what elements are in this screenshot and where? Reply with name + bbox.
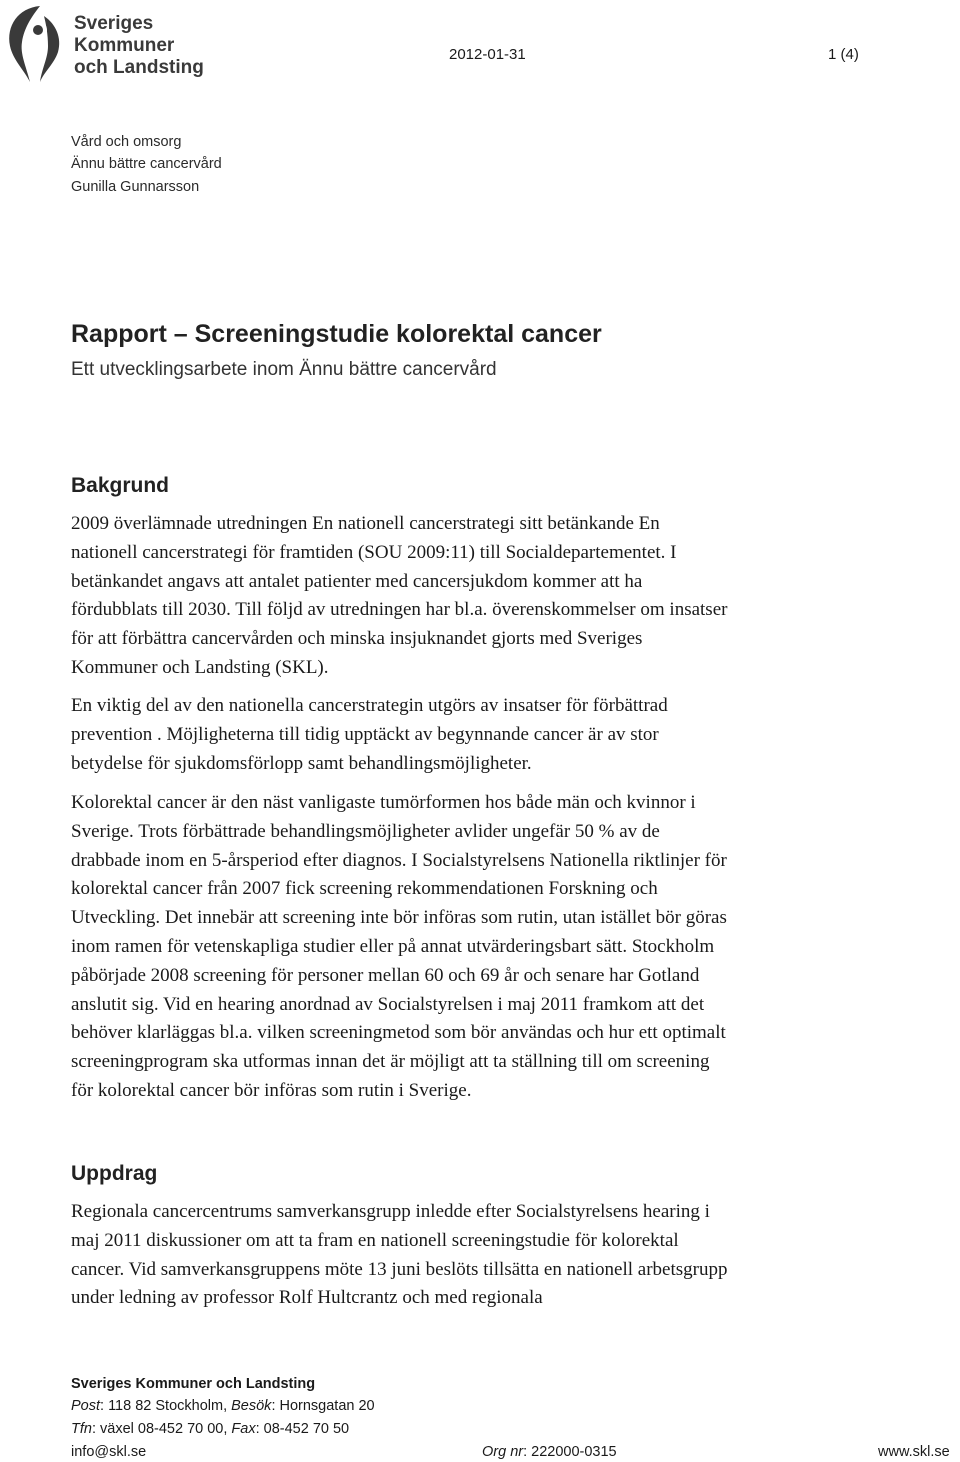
footer-address	[71, 1398, 375, 1414]
section-heading-bakgrund: Bakgrund	[71, 474, 170, 497]
footer-post-label: Post	[71, 1398, 101, 1414]
text-line: prevention . Möjligheterna till tidig upptäckt av begynnande cancer är av stor	[71, 723, 659, 745]
meta-department: Vård och omsorg	[71, 134, 182, 150]
text-line: för att förbättra cancervården och minska insjuknandet gjorts med Sveriges	[71, 628, 643, 650]
text-line: Sverige. Trots förbättrade behandlingsmöjligheter avlider ungefär 50 % av de	[71, 820, 660, 842]
document-title: Rapport – Screeningstudie kolorektal cancer	[71, 320, 602, 348]
footer-web[interactable]: www.skl.se	[878, 1444, 950, 1460]
meta-project: Ännu bättre cancervård	[71, 156, 222, 172]
text-line: En viktig del av den nationella cancerstrategin utgörs av insatser för förbättrad	[71, 695, 668, 716]
footer-tel-value: : växel 08-452 70 00,	[91, 1421, 232, 1437]
text-line: betydelse för sjukdomsförlopp samt behandlingsmöjligheter.	[71, 752, 532, 774]
text-line: anslutit sig. Vid en hearing anordnad av Socialstyrelsen i maj 2011 framkom att det	[71, 993, 705, 1015]
footer-fax-value: : 08-452 70 50	[255, 1421, 350, 1437]
text-line: Regionala cancercentrums samverkansgrupp inledde efter Socialstyrelsens hearing i	[71, 1201, 710, 1222]
footer-visit-label: Besök	[231, 1398, 272, 1414]
text-line: maj 2011 diskussioner om att ta fram en nationell screeningstudie för kolorektal	[71, 1229, 679, 1251]
document-subtitle: Ett utvecklingsarbete inom Ännu bättre cancervård	[71, 359, 497, 380]
text-line: cancer. Vid samverkansgruppens möte 13 juni beslöts tillsätta en nationell arbetsgrupp	[71, 1258, 728, 1280]
text-line: under ledning av professor Rolf Hultcrantz och med regionala	[71, 1287, 543, 1309]
footer-phone	[71, 1421, 349, 1437]
text-line: påbörjade 2008 screening för personer mellan 60 och 69 år och senare har Gotland	[71, 964, 700, 986]
footer-post-value: : 118 82 Stockholm,	[100, 1398, 232, 1414]
footer-org: Sveriges Kommuner och Landsting	[71, 1376, 316, 1392]
text-line: nationell cancerstrategi för framtiden (SOU 2009:11) till Socialdepartementet. I	[71, 541, 677, 563]
meta-author: Gunilla Gunnarsson	[71, 179, 200, 195]
page-number: 1 (4)	[828, 46, 859, 63]
footer-visit-value: : Hornsgatan 20	[271, 1398, 375, 1414]
logo-line-3: och Landsting	[74, 57, 204, 78]
document-date: 2012-01-31	[449, 46, 526, 63]
text-line: kolorektal cancer från 2007 fick screening rekommendationen Forskning och	[71, 878, 658, 900]
skl-logo	[0, 0, 215, 86]
footer-orgnr-value: : 222000-0315	[523, 1444, 617, 1460]
footer-orgnr	[482, 1444, 617, 1460]
text-line: fördubblats till 2030. Till följd av utredningen har bl.a. överenskommelser om insatser	[71, 599, 728, 621]
paragraph	[71, 1198, 871, 1313]
text-line: Kolorektal cancer är den näst vanligaste tumörformen hos både män och kvinnor i	[71, 792, 696, 813]
footer-fax-label: Fax	[231, 1421, 256, 1437]
paragraph	[71, 692, 871, 778]
footer-email[interactable]: info@skl.se	[71, 1444, 147, 1460]
text-line: behöver klarläggas bl.a. vilken screeningmetod som bör användas och hur ett optimalt	[71, 1022, 726, 1044]
text-line: Kommuner och Landsting (SKL).	[71, 656, 329, 678]
text-line: inom ramen för vetenskapliga studier eller på annat utvärderingsbart sätt. Stockholm	[71, 935, 715, 957]
footer-orgnr-label: Org nr	[482, 1444, 524, 1460]
paragraph	[71, 510, 871, 683]
text-line: för kolorektal cancer bör införas som rutin i Sverige.	[71, 1079, 472, 1101]
logo-line-1: Sveriges	[74, 13, 154, 34]
section-heading-uppdrag: Uppdrag	[71, 1162, 158, 1185]
text-line: screeningprogram ska utformas innan det är möjligt att ta ställning till om screening	[71, 1051, 710, 1073]
text-line: drabbade inom en 5-årsperiod efter diagnos. I Socialstyrelsens Nationella riktlinjer för	[71, 849, 727, 871]
footer-tel-label: Tfn	[71, 1421, 92, 1437]
paragraph	[71, 789, 871, 1106]
skl-emblem-icon	[0, 2, 70, 84]
text-line: 2009 överlämnade utredningen En nationell cancerstrategi sitt betänkande En	[71, 513, 660, 534]
logo-line-2: Kommuner	[74, 35, 175, 56]
text-line: Utveckling. Det innebär att screening inte bör införas som rutin, utan istället bör göras	[71, 907, 727, 929]
text-line: betänkandet angavs att antalet patienter med cancersjukdom kommer att ha	[71, 570, 643, 592]
